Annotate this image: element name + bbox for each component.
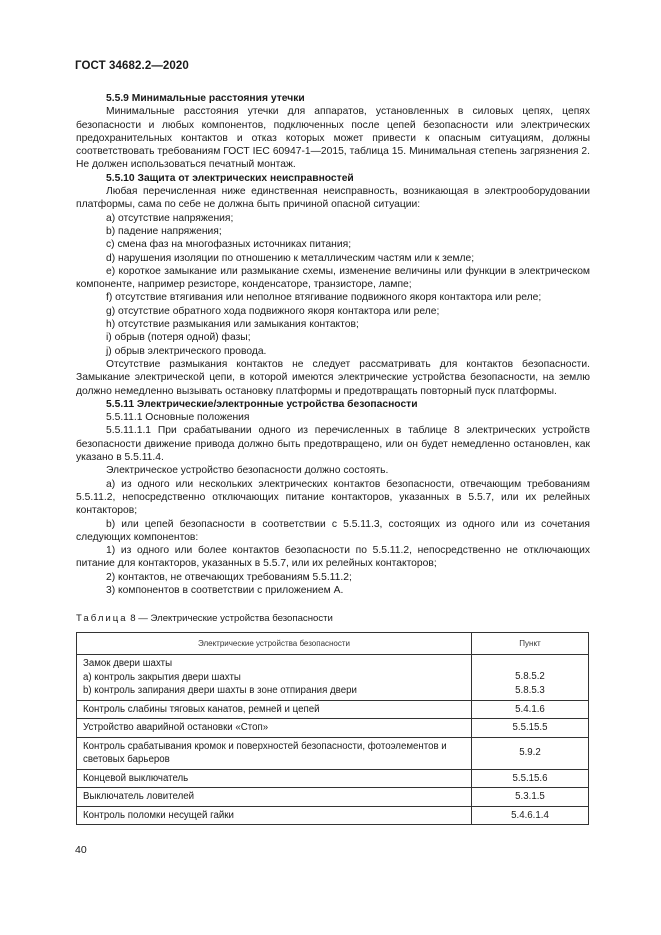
table-cell-name: Концевой выключатель <box>77 769 472 788</box>
paragraph: 5.5.11 Электрические/электронные устройства безопасности <box>106 398 418 410</box>
document-code: ГОСТ 34682.2—2020 <box>75 60 189 72</box>
paragraph: i) обрыв (потеря одной) фазы; <box>106 332 251 344</box>
table-cell-ref: 5.5.15.6 <box>472 769 589 788</box>
table-row-shaft-door-lock <box>77 655 589 701</box>
table-cell-ref: 5.5.15.5 <box>472 719 589 738</box>
table-cell-name: Контроль слабины тяговых канатов, ремней и цепей <box>77 700 472 719</box>
table-cell-ref: 5.4.6.1.4 <box>472 806 589 825</box>
paragraph: b) падение напряжения; <box>106 225 222 237</box>
paragraph: c) смена фаз на многофазных источниках питания; <box>106 239 352 251</box>
table-cell-ref: 5.4.1.6 <box>472 700 589 719</box>
paragraph: f) отсутствие втягивания или неполное втягивание подвижного якоря контактора или реле; <box>106 292 542 304</box>
paragraph: 5.5.10 Защита от электрических неисправностей <box>106 172 354 184</box>
group-ref-a: 5.8.5.2 <box>515 671 545 683</box>
paragraph: e) короткое замыкание или размыкание схемы, изменение величины или функции в электрическом компоненте, например резисторе, конденсаторе, транзисторе, лампе; <box>76 265 590 291</box>
table-cell-name: Выключатель ловителей <box>77 788 472 807</box>
paragraph: a) отсутствие напряжения; <box>106 212 234 224</box>
paragraph: Отсутствие размыкания контактов не следует рассматривать для контактов безопасности. Замыкание электрической цепи, в которой имеются электрические устройства безопасности, на землю должно немедленно вызывать остановку платформы и предотвращать повторный пуск платформы. <box>76 358 590 397</box>
table-caption <box>76 612 590 625</box>
group-title: Замок двери шахты <box>83 658 173 669</box>
paragraph: 1) из одного или более контактов безопасности по 5.5.11.2, непосредственно не отключающих питание для контакторов, указанных в 5.5.7, или их релейных контакторов; <box>76 545 590 570</box>
paragraph: 5.5.9 Минимальные расстояния утечки <box>106 93 305 104</box>
group-item-a: a) контроль закрытия двери шахты <box>83 671 241 683</box>
paragraph: g) отсутствие обратного хода подвижного якоря контактора или реле; <box>106 305 440 317</box>
table-body <box>77 700 589 825</box>
paragraph: a) из одного или нескольких электрических контактов безопасности, отвечающим требованиям 5.5.11.2, непосредственно отключающих питание контакторов, указанных в 5.5.7, или их релейных контакторов; <box>76 478 590 517</box>
table-row <box>77 700 589 719</box>
paragraph: h) отсутствие размыкания или замыкания контактов; <box>106 319 359 331</box>
paragraph: b) или цепей безопасности в соответствии с 5.5.11.3, состоящих из одного или из сочетания следующих компонентов: <box>76 518 590 543</box>
safety-devices-table <box>76 632 589 825</box>
table-cell-ref <box>472 655 589 701</box>
paragraph: 5.5.11.1.1 При срабатывании одного из перечисленных в таблице 8 электрических устройств безопасности движение привода должно быть предотвращено, или он будет немедленно остановлен, как указано в 5.5.11.4. <box>76 425 590 464</box>
table-row <box>77 719 589 738</box>
paragraph: j) обрыв электрического провода. <box>106 345 267 357</box>
group-ref-b: 5.8.5.3 <box>515 684 545 696</box>
table-row <box>77 806 589 825</box>
table-cell-ref: 5.9.2 <box>472 737 589 769</box>
group-item-b: b) контроль запирания двери шахты в зоне отпирания двери <box>83 685 357 696</box>
table-cell-name: Контроль поломки несущей гайки <box>77 806 472 825</box>
paragraph: Электрическое устройство безопасности должно состоять. <box>106 465 389 477</box>
table-cell-name <box>77 655 472 701</box>
document-body <box>76 92 590 626</box>
table-cell-ref: 5.3.1.5 <box>472 788 589 807</box>
table-row <box>77 737 589 769</box>
column-header-clause: Пункт <box>472 633 589 655</box>
paragraph: 2) контактов, не отвечающих требованиям 5.5.11.2; <box>106 571 352 583</box>
paragraph: Любая перечисленная ниже единственная неисправность, возникающая в электрооборудовании платформы, сама по себе не должна быть причиной опасной ситуации: <box>76 186 590 211</box>
table-header-row <box>77 633 589 655</box>
table-caption-prefix: Таблица <box>76 613 128 625</box>
column-header-devices: Электрические устройства безопасности <box>77 633 472 655</box>
paragraph: d) нарушения изоляции по отношению к металлическим частям или к земле; <box>106 252 475 264</box>
paragraph: 5.5.11.1 Основные положения <box>106 412 250 424</box>
paragraph-list <box>76 92 590 597</box>
table-cell-name: Устройство аварийной остановки «Стоп» <box>77 719 472 738</box>
table-cell-name: Контроль срабатывания кромок и поверхностей безопасности, фотоэлементов и световых барьеров <box>77 737 472 769</box>
table-row <box>77 788 589 807</box>
page-number: 40 <box>75 844 87 856</box>
paragraph: 3) компонентов в соответствии с приложением А. <box>106 584 344 596</box>
table-row <box>77 769 589 788</box>
table-caption-title: 8 — Электрические устройства безопасности <box>127 613 333 625</box>
paragraph: Минимальные расстояния утечки для аппаратов, установленных в силовых цепях, цепях безопасности и любых компонентов, подключенных после цепей безопасности или электрических предохранительных контактов и отказ которых может привести к опасным ситуациям, должны соответствовать требованиям ГОСТ IEC 60947-1—2015, таблица 15. Минимальная степень загрязнения 2. Не должен использоваться печатный монтаж. <box>76 106 590 171</box>
